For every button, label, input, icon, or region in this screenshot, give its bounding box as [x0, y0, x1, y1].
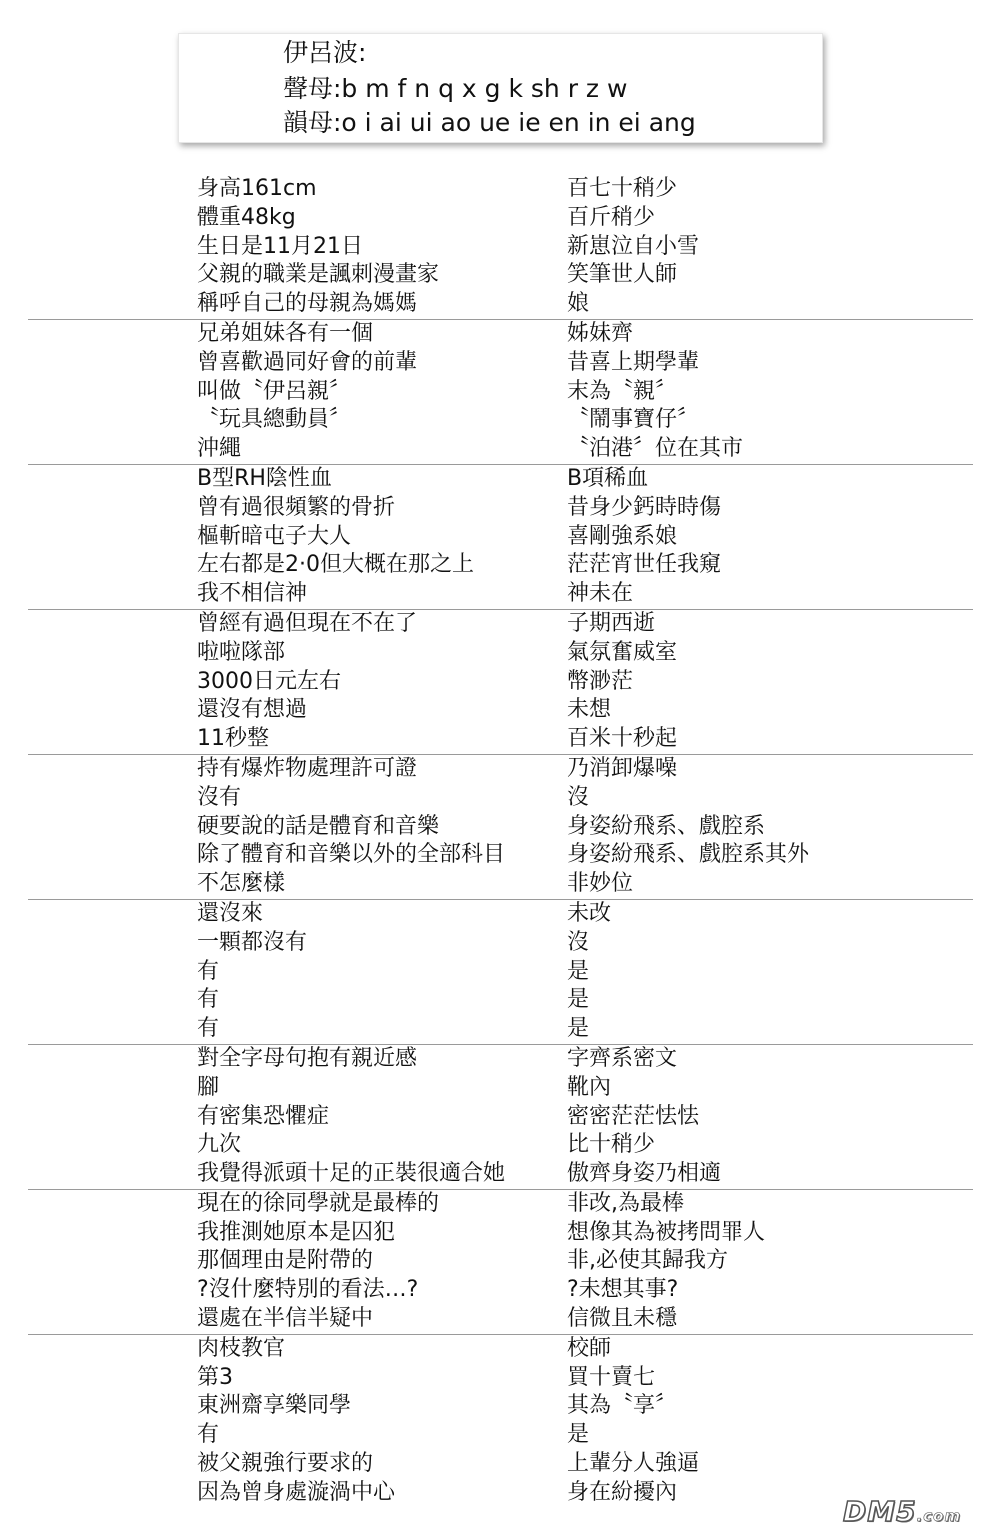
original-text: 11秒整: [197, 726, 269, 752]
original-text: 有: [197, 958, 220, 984]
table-row: [0, 551, 973, 580]
table-row: [0, 784, 973, 813]
cipher-text: 身在紛擾內: [567, 1479, 678, 1505]
table-row: [0, 1219, 973, 1248]
original-text: 硬要說的話是體育和音樂: [197, 813, 440, 839]
original-text: 現在的徐同學就是最棒的: [197, 1190, 440, 1216]
table-row: [0, 1045, 973, 1074]
cipher-text: 沒: [567, 784, 590, 810]
cipher-text: 氣氛奮威室: [567, 639, 678, 665]
row-group: [28, 899, 973, 1044]
table-row: [0, 1479, 973, 1508]
original-text: 有: [197, 1016, 220, 1042]
watermark-suffix: .com: [916, 1507, 962, 1525]
original-text: 有: [197, 1422, 220, 1448]
cipher-text: 是: [567, 1016, 590, 1042]
original-text: 我推測她原本是囚犯: [197, 1219, 396, 1245]
original-text: 左右都是2·0但大概在那之上: [197, 552, 474, 578]
table-row: [0, 1074, 973, 1103]
watermark-logo: [843, 1495, 988, 1531]
cipher-text: 百斤稍少: [567, 204, 656, 230]
table-row: [0, 406, 973, 435]
original-text: 腳: [197, 1074, 220, 1100]
original-text: 稱呼自己的母親為媽媽: [197, 291, 418, 317]
cipher-text: 乃消卸爆噪: [567, 755, 678, 781]
cipher-text: 幣渺茫: [567, 668, 634, 694]
cipher-text: 子期西逝: [567, 610, 656, 636]
original-text: 被父親強行要求的: [197, 1451, 374, 1477]
row-group: [28, 1044, 973, 1189]
original-text: 我不相信神: [197, 581, 308, 607]
row-group: [28, 319, 973, 464]
cipher-text: 靴內: [567, 1074, 612, 1100]
original-text: 不怎麼樣: [197, 871, 286, 897]
original-text: 那個理由是附帶的: [197, 1248, 374, 1274]
table-row: [0, 755, 973, 784]
cipher-text: 其為〝享〞: [567, 1393, 678, 1419]
cipher-text: 百七十稍少: [567, 176, 678, 201]
table-row: [0, 494, 973, 523]
cipher-text: 非妙位: [567, 871, 634, 897]
original-text: 持有爆炸物處理許可證: [197, 755, 418, 781]
table-row: [0, 1103, 973, 1132]
original-text: B型RH陰性血: [197, 465, 332, 491]
cipher-text: 娘: [567, 291, 590, 317]
table-row: [0, 1305, 973, 1334]
cipher-text: 神未在: [567, 581, 634, 607]
original-text: 曾經有過但現在不在了: [197, 610, 418, 636]
original-text: 對全字母句抱有親近感: [197, 1045, 418, 1071]
row-group: [28, 464, 973, 609]
table-row: [0, 261, 1000, 290]
cipher-text: 非改,為最棒: [567, 1190, 684, 1216]
table-row: [0, 1364, 973, 1393]
cipher-text: 傲齊身姿乃相適: [567, 1161, 722, 1187]
original-text: 體重48kg: [197, 204, 296, 230]
cipher-text: 上輩分人強逼: [567, 1451, 700, 1477]
table-row: [0, 696, 973, 725]
original-text: 〝玩具總動員〞: [197, 407, 352, 433]
original-text: 有: [197, 987, 220, 1013]
table-row: [0, 349, 973, 378]
header-initials: 聲母:b m f n q x g k sh r z w: [283, 74, 628, 103]
original-text: 因為曾身處漩渦中心: [197, 1479, 396, 1505]
cipher-text: 想像其為被拷問罪人: [567, 1219, 766, 1245]
table-row: [0, 378, 973, 407]
cipher-text: 密密茫茫怯怯: [567, 1103, 700, 1129]
original-text: 東洲齋享樂同學: [197, 1393, 352, 1419]
table-row: [0, 1392, 973, 1421]
original-text: 曾有過很頻繁的骨折: [197, 494, 396, 520]
original-text: 第3: [197, 1364, 233, 1390]
table-row: [0, 870, 973, 899]
table-row: [0, 233, 1000, 262]
original-text: 生日是11月21日: [197, 233, 363, 259]
original-text: 還沒來: [197, 900, 264, 926]
original-text: 樞斬暗屯子大人: [197, 523, 352, 549]
original-text: 我覺得派頭十足的正裝很適合她: [197, 1161, 506, 1187]
cipher-text: 〝泊港〞位在其市: [567, 436, 744, 462]
cipher-text: 買十賣七: [567, 1364, 656, 1390]
table-row: [0, 580, 973, 609]
cipher-text: 昔喜上期學輩: [567, 349, 700, 375]
cipher-text: 非,必使其歸我方: [567, 1248, 728, 1274]
original-text: 父親的職業是諷刺漫畫家: [197, 262, 440, 288]
header-box: [178, 33, 823, 143]
row-group: [0, 175, 1000, 319]
table-row: [0, 290, 1000, 319]
original-text: 沒有: [197, 784, 242, 810]
table-row: [0, 1421, 973, 1450]
original-text: 還處在半信半疑中: [197, 1306, 374, 1332]
cipher-text: 姊妹齊: [567, 320, 634, 346]
table-row: [0, 435, 973, 464]
table-row: [0, 639, 973, 668]
cipher-text: 是: [567, 1422, 590, 1448]
table-row: [0, 929, 973, 958]
cipher-text: 身姿紛飛系、戲腔系: [567, 813, 766, 839]
original-text: 沖繩: [197, 436, 242, 462]
original-text: 叫做〝伊呂親〞: [197, 378, 352, 404]
table-row: [0, 1450, 973, 1479]
table-row: [0, 813, 973, 842]
cipher-text: 身姿紛飛系、戲腔系其外: [567, 842, 810, 868]
cipher-text: 未改: [567, 900, 612, 926]
cipher-text: 喜剛強系娘: [567, 523, 678, 549]
table-row: [0, 1276, 973, 1305]
table-row: [0, 1131, 973, 1160]
original-text: 九次: [197, 1132, 242, 1158]
cipher-text: 笑筆世人師: [567, 262, 678, 288]
table-row: [0, 1160, 973, 1189]
original-text: 啦啦隊部: [197, 639, 286, 665]
original-text: 除了體育和音樂以外的全部科目: [197, 842, 506, 868]
table-row: [0, 958, 973, 987]
original-text: ?沒什麼特別的看法…?: [197, 1277, 419, 1303]
watermark-main: DM5: [843, 1495, 917, 1528]
header-finals: 韻母:o i ai ui ao ue ie en in ei ang: [283, 108, 696, 137]
cipher-text: 百米十秒起: [567, 726, 678, 752]
table-row: [0, 1015, 973, 1044]
cipher-text: 茫茫宵世任我窺: [567, 552, 722, 578]
row-group: [28, 754, 973, 899]
translation-table: [0, 175, 1000, 1508]
cipher-text: 沒: [567, 929, 590, 955]
table-row: [0, 986, 973, 1015]
cipher-text: 是: [567, 958, 590, 984]
cipher-text: 字齊系密文: [567, 1045, 678, 1071]
cipher-text: 比十稍少: [567, 1132, 656, 1158]
original-text: 一顆都沒有: [197, 929, 308, 955]
row-group: [28, 609, 973, 754]
original-text: 兄弟姐妹各有一個: [197, 320, 374, 346]
cipher-text: 新崽泣自小雪: [567, 233, 700, 259]
row-group: [28, 1189, 973, 1334]
cipher-text: 信微且未穩: [567, 1306, 678, 1332]
original-text: 3000日元左右: [197, 668, 341, 694]
row-group: [28, 1334, 973, 1508]
table-row: [0, 725, 973, 754]
cipher-text: ?未想其事?: [567, 1277, 679, 1303]
table-row: [0, 523, 973, 552]
table-row: [0, 1247, 973, 1276]
table-row: [0, 610, 973, 639]
original-text: 身高161cm: [197, 176, 317, 201]
table-row: [0, 1335, 973, 1364]
cipher-text: 未想: [567, 697, 612, 723]
cipher-text: 是: [567, 987, 590, 1013]
original-text: 肉枝教官: [197, 1335, 286, 1361]
table-row: [0, 320, 973, 349]
cipher-text: B項稀血: [567, 465, 649, 491]
header-title: 伊呂波:: [283, 38, 367, 67]
cipher-text: 〝鬧事寶仔〞: [567, 407, 700, 433]
table-row: [0, 204, 1000, 233]
table-row: [0, 900, 973, 929]
cipher-text: 校師: [567, 1335, 612, 1361]
table-row: [0, 1190, 973, 1219]
original-text: 還沒有想過: [197, 697, 308, 723]
table-row: [0, 668, 973, 697]
original-text: 有密集恐懼症: [197, 1103, 330, 1129]
cipher-text: 昔身少鈣時時傷: [567, 494, 722, 520]
cipher-text: 末為〝親〞: [567, 378, 678, 404]
table-row: [0, 841, 973, 870]
table-row: [0, 465, 973, 494]
original-text: 曾喜歡過同好會的前輩: [197, 349, 418, 375]
table-row: [0, 175, 1000, 204]
